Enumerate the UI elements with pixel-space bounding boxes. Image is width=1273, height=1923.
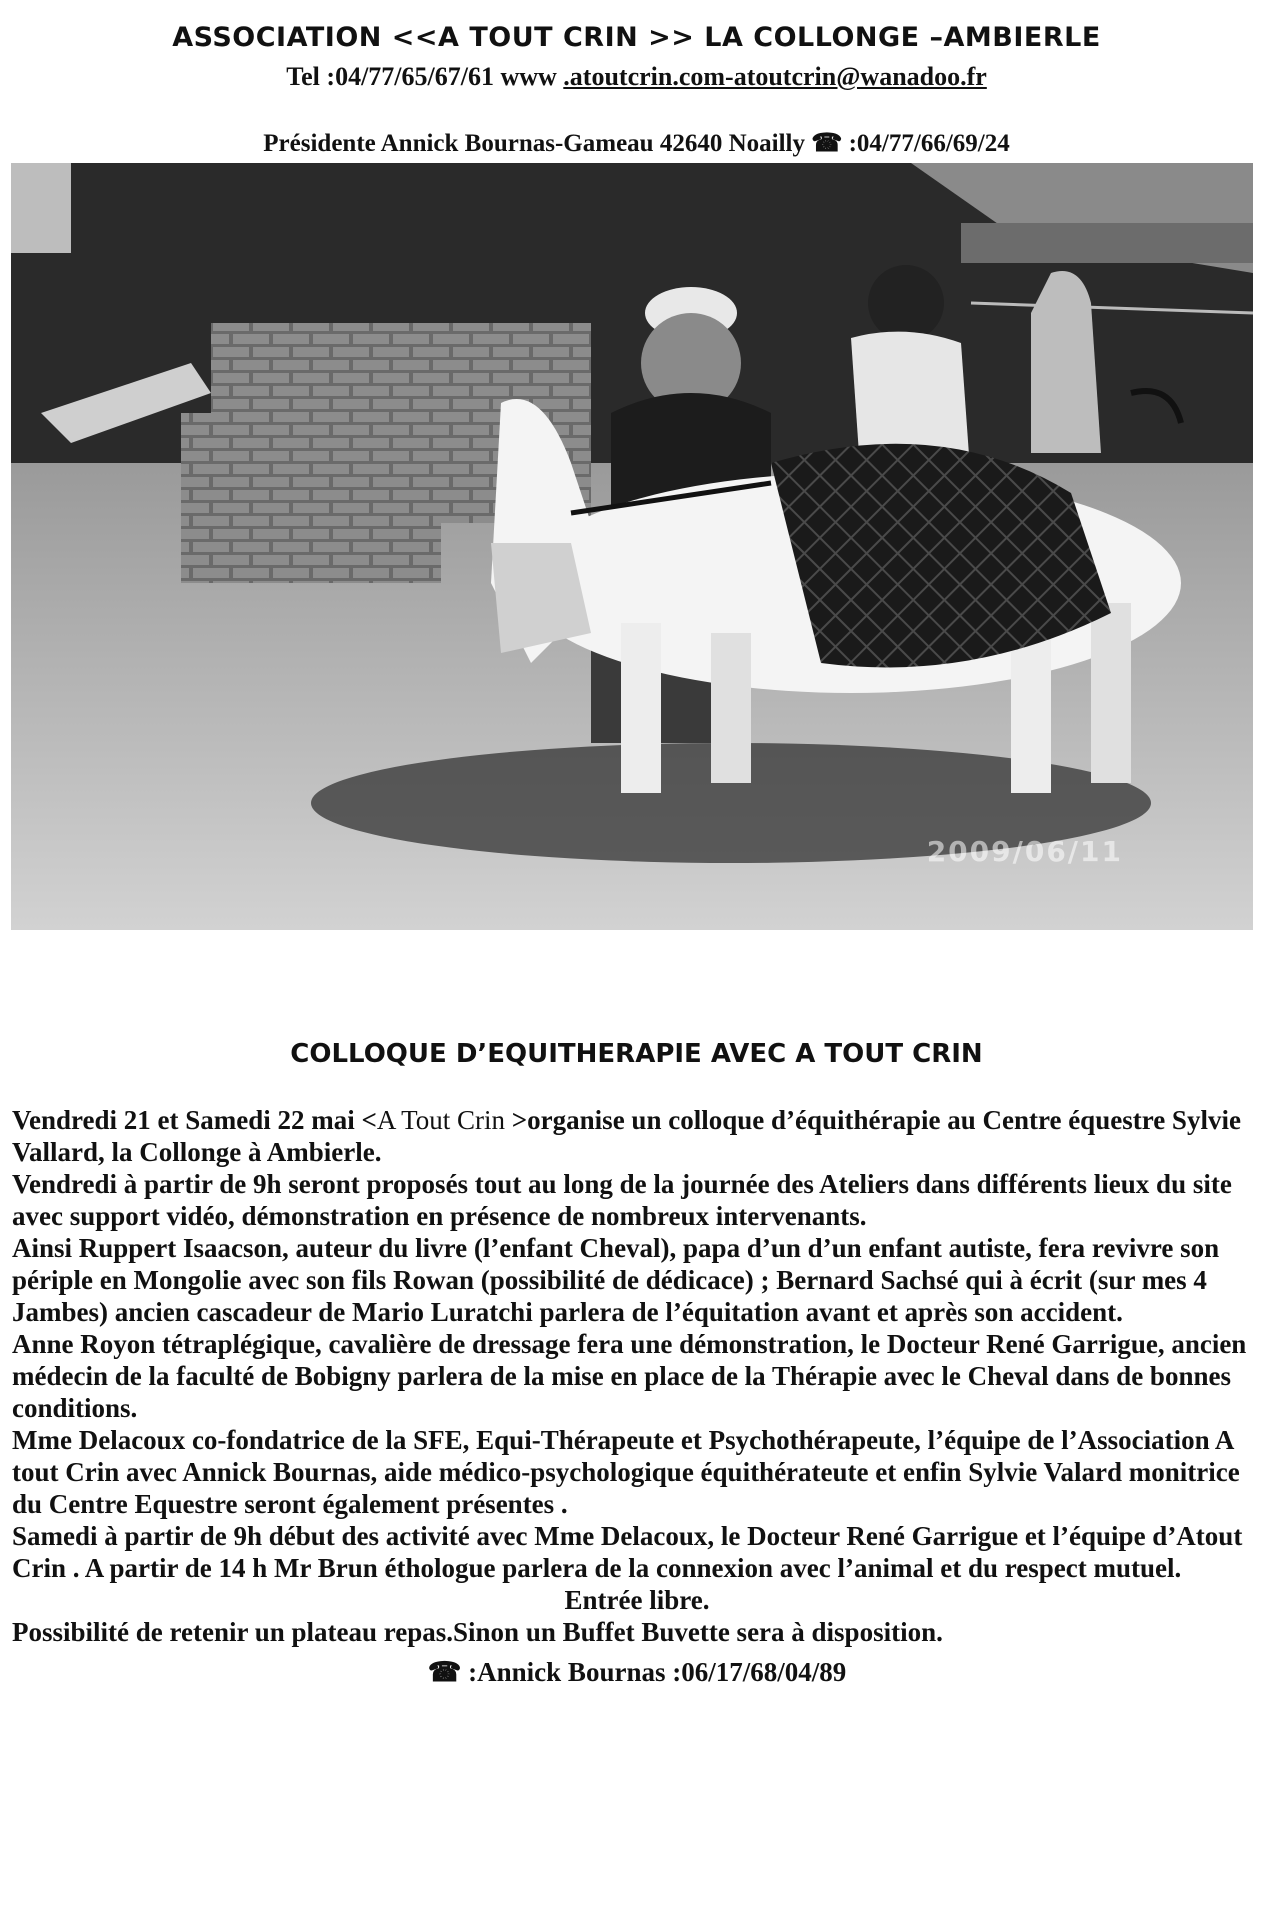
org-name: A Tout Crin xyxy=(376,1105,506,1135)
paragraph-friday: Vendredi à partir de 9h seront proposés tout au long de la journée des Ateliers dans différents lieux du site avec support vidéo, démonstration en présence de nombreux intervenants. xyxy=(12,1169,1232,1231)
president-line: Présidente Annick Bournas-Gameau 42640 Noailly ☎ :04/77/66/69/24 xyxy=(263,130,1010,157)
phone-number: Tel :04/77/65/67/61 www xyxy=(286,62,564,91)
paragraph-speakers-1: Ainsi Ruppert Isaacson, auteur du livre (l’enfant Cheval), papa d’un d’un enfant autiste, fera revivre son périple en Mongolie avec son fils Rowan (possibilité de dédicace) ; Bernard Sachsé qui à écrit (sur mes 4 Jambes) ancien cascadeur de Mario Luratchi parlera de l’équitation avant et après son accident. xyxy=(12,1233,1220,1327)
header-title: ASSOCIATION <<A TOUT CRIN >> LA COLLONGE –AMBIERLE xyxy=(172,22,1101,53)
photo xyxy=(11,163,1253,930)
article-body xyxy=(12,1104,1262,1688)
photo-scene xyxy=(11,163,1253,930)
paragraph-speakers-3: Mme Delacoux co-fondatrice de la SFE, Equi-Thérapeute et Psychothérapeute, l’équipe de l’Association A tout Crin avec Annick Bournas, aide médico-psychologique équithérateute et enfin Sylvie Valard monitrice du Centre Equestre seront également présentes . xyxy=(12,1425,1240,1519)
website-link[interactable]: .atoutcrin.com-atoutcrin@wanadoo.fr xyxy=(563,62,987,91)
paragraph-saturday: Samedi à partir de 9h début des activité avec Mme Delacoux, le Docteur René Garrigue et l’équipe d’Atout Crin . A partir de 14 h Mr Brun éthologue parlera de la connexion avec l’animal et du respect mutuel. xyxy=(12,1521,1243,1583)
paragraph-speakers-2: Anne Royon tétraplégique, cavalière de dressage fera une démonstration, le Docteur René Garrigue, ancien médecin de la faculté de Bobigny parlera de la mise en place de la Thérapie avec le Cheval dans de bonnes conditions. xyxy=(12,1329,1247,1423)
free-entry: Entrée libre. xyxy=(564,1585,710,1615)
header-contact xyxy=(0,62,1273,92)
section-title: COLLOQUE D’EQUITHERAPIE AVEC A TOUT CRIN xyxy=(290,1039,983,1069)
paragraph-meals: Possibilité de retenir un plateau repas.Sinon un Buffet Buvette sera à disposition. xyxy=(12,1617,943,1647)
paragraph-intro: Vendredi 21 et Samedi 22 mai <A Tout Crin >organise un colloque d’équithérapie au Centre équestre Sylvie Vallard, la Collonge à Ambierle. xyxy=(12,1105,1241,1167)
photo-date-stamp: 2009/06/11 xyxy=(926,835,1123,868)
contact-phone: ☎ :Annick Bournas :06/17/68/04/89 xyxy=(427,1657,847,1687)
